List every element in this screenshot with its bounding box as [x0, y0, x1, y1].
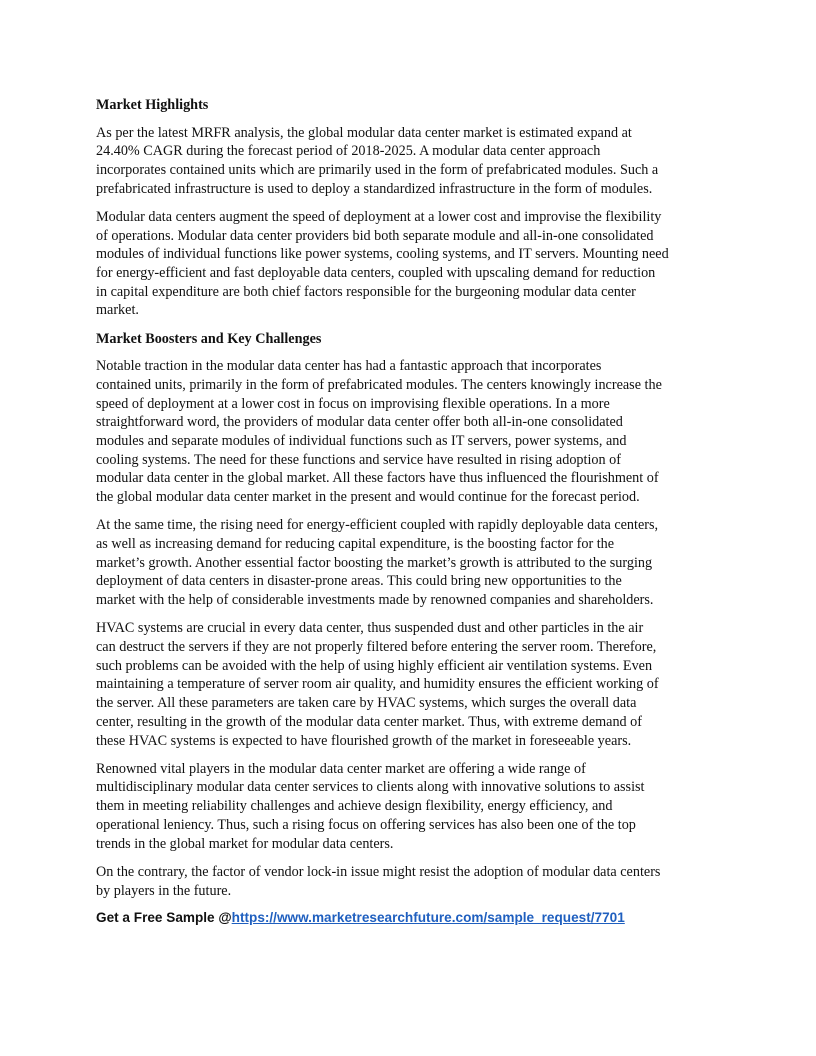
text-line: cooling systems. The need for these functions and service have resulted in rising adoption of [96, 451, 621, 468]
text-line: contained units, primarily in the form of prefabricated modules. The centers knowingly increase the [96, 376, 662, 393]
text-line: deployment of data centers in disaster-prone areas. This could bring new opportunities to the [96, 573, 622, 590]
text-line: HVAC systems are crucial in every data center, thus suspended dust and other particles in the air [96, 620, 644, 637]
text-line: center, resulting in the growth of the modular data center market. Thus, with extreme demand of [96, 713, 642, 730]
text-line: them in meeting reliability challenges and achieve design flexibility, energy efficiency, and [96, 798, 613, 815]
text-line: speed of deployment at a lower cost in focus on improvising flexible operations. In a more [96, 395, 610, 412]
text-line: such problems can be avoided with the help of using highly efficient air ventilation systems. Even [96, 657, 653, 674]
document-page [96, 96, 726, 925]
text-line: prefabricated infrastructure is used to deploy a standardized infrastructure in the form of modules. [96, 180, 653, 197]
paragraph [96, 619, 726, 750]
text-line: trends in the global market for modular data centers. [96, 835, 394, 852]
document-body [96, 96, 726, 900]
paragraph [96, 516, 726, 610]
text-line: Renowned vital players in the modular data center market are offering a wide range of [96, 760, 586, 777]
text-line: market. [96, 302, 139, 319]
sample-request-link[interactable]: https://www.marketresearchfuture.com/sample_request/7701 [231, 909, 625, 925]
text-line: multidisciplinary modular data center services to clients along with innovative solutions to assist [96, 779, 645, 796]
text-line: At the same time, the rising need for energy-efficient coupled with rapidly deployable data centers, [96, 517, 659, 534]
text-line: modular data center in the global market. All these factors have thus influenced the flourishment of [96, 470, 659, 487]
text-line: can destruct the servers if they are not properly filtered before entering the server room. Therefore, [96, 639, 657, 656]
text-line: market with the help of considerable investments made by renowned companies and shareholders. [96, 592, 654, 609]
text-line: 24.40% CAGR during the forecast period of 2018-2025. A modular data center approach [96, 143, 601, 160]
text-line: Modular data centers augment the speed of deployment at a lower cost and improvise the flexibility [96, 208, 662, 225]
text-line: the global modular data center market in the present and would continue for the forecast period. [96, 489, 640, 506]
text-line: straightforward word, the providers of modular data center offer both all-in-one consolidated [96, 414, 623, 431]
text-line: On the contrary, the factor of vendor lock-in issue might resist the adoption of modular data centers [96, 863, 661, 880]
paragraph [96, 760, 726, 854]
text-line: operational leniency. Thus, such a rising focus on offering services has also been one of the top [96, 816, 636, 833]
text-line: modules of individual functions like power systems, cooling systems, and IT servers. Mounting need [96, 246, 669, 263]
free-sample-line [96, 910, 726, 925]
paragraph [96, 863, 726, 900]
section-heading: Market Boosters and Key Challenges [96, 330, 322, 347]
text-line: as well as increasing demand for reducing capital expenditure, is the boosting factor for the [96, 536, 615, 553]
paragraph [96, 208, 726, 320]
paragraph [96, 357, 726, 507]
text-line: the server. All these parameters are taken care by HVAC systems, which surges the overall data [96, 695, 637, 712]
section-heading: Market Highlights [96, 97, 209, 113]
text-line: market’s growth. Another essential factor boosting the market’s growth is attributed to the surging [96, 554, 653, 571]
text-line: for energy-efficient and fast deployable data centers, coupled with upscaling demand for reduction [96, 265, 656, 282]
text-line: of operations. Modular data center providers bid both separate module and all-in-one consolidated [96, 227, 654, 244]
paragraph [96, 124, 726, 199]
text-line: Notable traction in the modular data center has had a fantastic approach that incorporates [96, 358, 602, 375]
text-line: As per the latest MRFR analysis, the global modular data center market is estimated expand at [96, 124, 632, 141]
text-line: modules and separate modules of individual functions such as IT servers, power systems, and [96, 433, 627, 450]
text-line: maintaining a temperature of server room air quality, and humidity ensures the efficient working of [96, 676, 659, 693]
text-line: incorporates contained units which are primarily used in the form of prefabricated modules. Such a [96, 162, 659, 178]
text-line: by players in the future. [96, 882, 232, 899]
free-sample-label: Get a Free Sample @ [96, 909, 232, 925]
text-line: in capital expenditure are both chief factors responsible for the burgeoning modular data center [96, 283, 636, 300]
text-line: these HVAC systems is expected to have flourished growth of the market in foreseeable years. [96, 732, 632, 749]
